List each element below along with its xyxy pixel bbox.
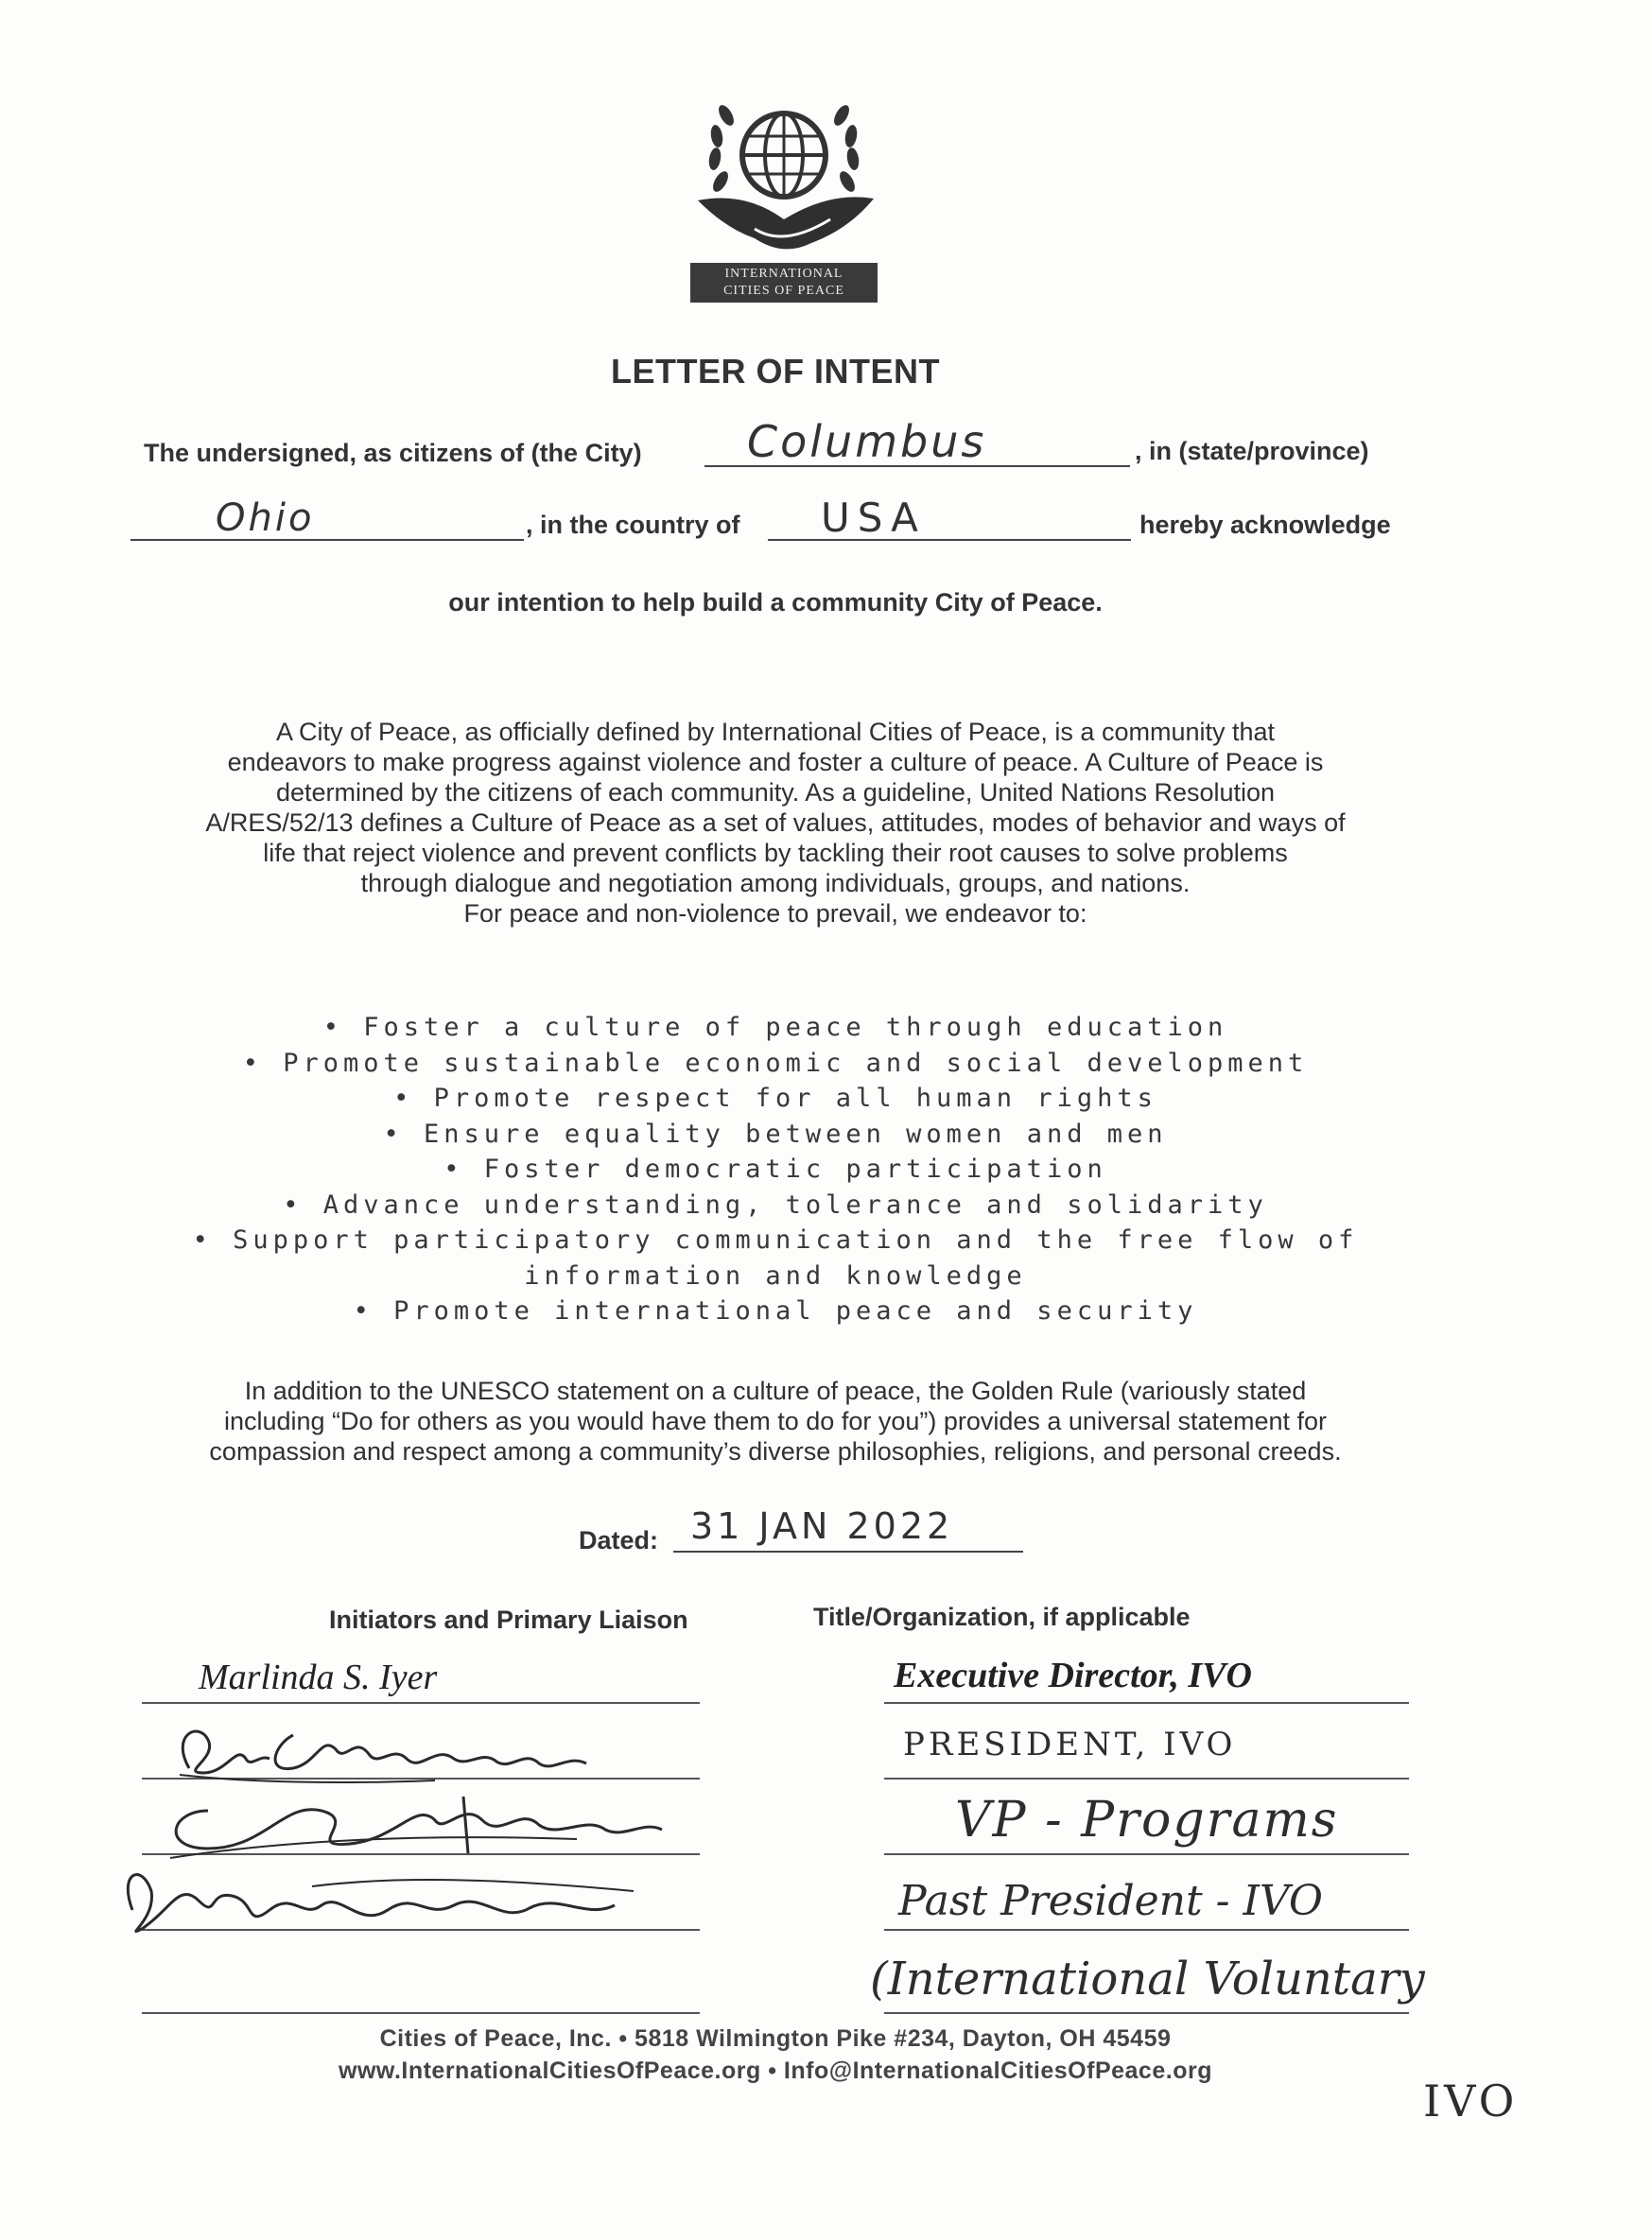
- definition-paragraph: A City of Peace, as officially defined by International Cities of Peace, is a community that endeavors to make progress against violence and foster a culture of peace. A Culture of Peace is determined by the citizens of each community. As a guideline, United Nations Resolution A/RES/52/13 defines a Culture of Peace as a set of values, attitudes, modes of behavior and ways of life that reject violence and prevent conflicts by tackling their root causes to solve problems through dialogue and negotiation among individuals, groups, and nations. For peace and non-violence to prevail, we endeavor to:: [205, 718, 1346, 928]
- title-line: [884, 1929, 1409, 1931]
- list-item: • Promote respect for all human rights: [393, 1084, 1157, 1113]
- signatory-title: IVO: [1423, 2075, 1519, 2127]
- goals-list: [142, 1010, 1409, 1329]
- logo-wordmark: INTERNATIONAL CITIES OF PEACE: [690, 263, 878, 303]
- list-item: • Ensure equality between women and men: [383, 1119, 1168, 1149]
- signatory-name: Marlinda S. Iyer: [199, 1658, 438, 1697]
- footer-address: Cities of Peace, Inc. • 5818 Wilmington Pike #234, Dayton, OH 45459: [379, 2025, 1172, 2052]
- city-value: Columbus: [747, 416, 987, 467]
- title-line: [884, 2012, 1409, 2014]
- title-line: [884, 1702, 1409, 1704]
- signature-line: [142, 2012, 700, 2014]
- list-item: • Foster a culture of peace through education: [322, 1013, 1228, 1042]
- state-field-underline: [130, 539, 524, 541]
- signatory-title: Past President - IVO: [898, 1877, 1323, 1925]
- page-title: LETTER OF INTENT: [611, 352, 940, 391]
- dated-label: Dated:: [579, 1526, 659, 1554]
- dated-underline: [673, 1551, 1023, 1553]
- intro-text-4: hereby acknowledge: [1139, 511, 1391, 539]
- list-item: • Promote international peace and security: [353, 1296, 1198, 1326]
- signatory-title: (International Voluntary: [870, 1953, 1425, 2006]
- title-line: [884, 1853, 1409, 1855]
- footer-links: www.InternationalCitiesOfPeace.org • Info@InternationalCitiesOfPeace.org: [339, 2058, 1212, 2084]
- signatory-title: PRESIDENT, IVO: [903, 1726, 1237, 1763]
- title-org-header: Title/Organization, if applicable: [813, 1603, 1191, 1631]
- list-item: information and knowledge: [524, 1260, 1027, 1291]
- golden-rule-paragraph: In addition to the UNESCO statement on a culture of peace, the Golden Rule (variously stated including “Do for others as you would have them to do for you”) provides a universal statement for compassion and respect among a community’s diverse philosophies, religions, and personal creeds.: [209, 1377, 1342, 1466]
- signatory-title: Executive Director, IVO: [894, 1656, 1252, 1695]
- title-line: [884, 1778, 1409, 1780]
- intro-text-2: , in (state/province): [1135, 437, 1369, 465]
- signatory-title: VP - Programs: [955, 1792, 1339, 1849]
- dated-value: 31 JAN 2022: [690, 1505, 954, 1547]
- handwritten-signature-1: [151, 1716, 662, 1792]
- list-item: • Advance understanding, tolerance and solidarity: [283, 1189, 1268, 1220]
- handwritten-signature-3: [104, 1853, 671, 1957]
- country-value: USA: [821, 495, 926, 541]
- intro-text-3: , in the country of: [526, 511, 740, 539]
- list-item: • Support participatory communication and the free flow of: [192, 1225, 1359, 1255]
- globe-dove-logo-icon: [688, 87, 879, 265]
- initiators-header: Initiators and Primary Liaison: [329, 1606, 688, 1634]
- list-item: • Foster democratic participation: [443, 1155, 1107, 1184]
- list-item: • Promote sustainable economic and social development: [242, 1048, 1309, 1078]
- intro-text-1: The undersigned, as citizens of (the City): [144, 439, 642, 467]
- intro-text-5: our intention to help build a community City of Peace.: [448, 588, 1103, 616]
- state-value: Ohio: [216, 496, 315, 540]
- signature-line: [142, 1702, 700, 1704]
